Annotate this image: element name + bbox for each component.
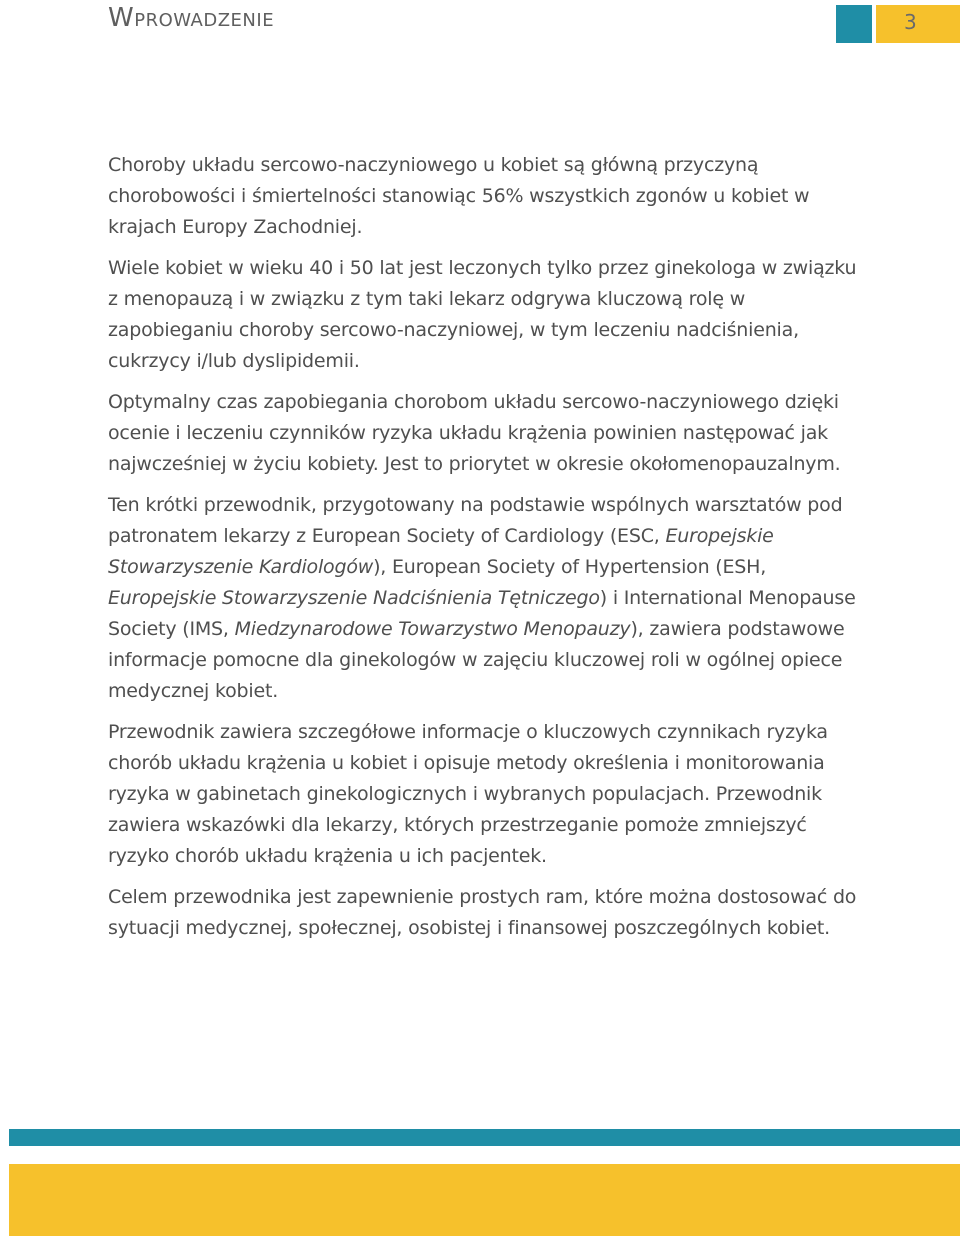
paragraph-4 [108,490,868,707]
paragraph-4-italic-esh: Europejskie Stowarzyszenie Nadciśnienia Tętniczego [108,587,600,609]
paragraph-4-text-2: ), European Society of Hypertension (ESH, [373,556,767,578]
paragraph-1: Choroby układu sercowo-naczyniowego u kobiet są główną przyczyną chorobowości i śmiertelności stanowiąc 56% wszystkich zgonów u kobiet w krajach Europy Zachodniej. [108,154,810,238]
main-content [108,150,868,954]
paragraph-4-italic-ims: Miedzynarodowe Towarzystwo Menopauzy [234,618,631,640]
footer-teal-bar [9,1129,960,1146]
paragraph-3: Optymalny czas zapobiegania chorobom układu sercowo-naczyniowego dzięki ocenie i leczeniu czynników ryzyka układu krążenia powinien następować jak najwcześniej w życiu kobiety. Jest to priorytet w okresie okołomenopauzalnym. [108,391,841,475]
paragraph-4-text-4: ), zawiera podstawowe informacje pomocne dla ginekologów w zajęciu kluczowej roli w ogólnej opiece medycznej kobiet. [108,618,845,702]
paragraph-5: Przewodnik zawiera szczegółowe informacje o kluczowych czynnikach ryzyka chorób układu krążenia u kobiet i opisuje metody określenia i monitorowania ryzyka w gabinetach ginekologicznych i wybranych populacjach. Przewodnik zawiera wskazówki dla lekarzy, których przestrzeganie pomoże zmniejszyć ryzyko chorób układu krążenia u ich pacjentek. [108,721,828,867]
paragraph-4-italic-esc: Europejskie Stowarzyszenie Kardiologów [108,525,774,578]
footer-yellow-band [9,1164,960,1236]
page-title: Wprowadzenie [108,3,275,33]
page-number-box [876,5,960,43]
paragraph-6: Celem przewodnika jest zapewnienie prostych ram, które można dostosować do sytuacji medycznej, społecznej, osobistej i finansowej poszczególnych kobiet. [108,886,857,939]
page-number-accent-bar [836,5,872,43]
paragraph-4-text-1: Ten krótki przewodnik, przygotowany na podstawie wspólnych warsztatów pod patronatem lekarzy z European Society of Cardiology (ESC, [108,494,843,547]
page-number: 3 [904,10,917,34]
paragraph-2: Wiele kobiet w wieku 40 i 50 lat jest leczonych tylko przez ginekologa w związku z menopauzą i w związku z tym taki lekarz odgrywa kluczową rolę w zapobieganiu choroby sercowo-naczyniowej, w tym leczeniu nadciśnienia, cukrzycy i/lub dyslipidemii. [108,257,857,372]
paragraph-4-text-3: ) i International Menopause Society (IMS, [108,587,856,640]
